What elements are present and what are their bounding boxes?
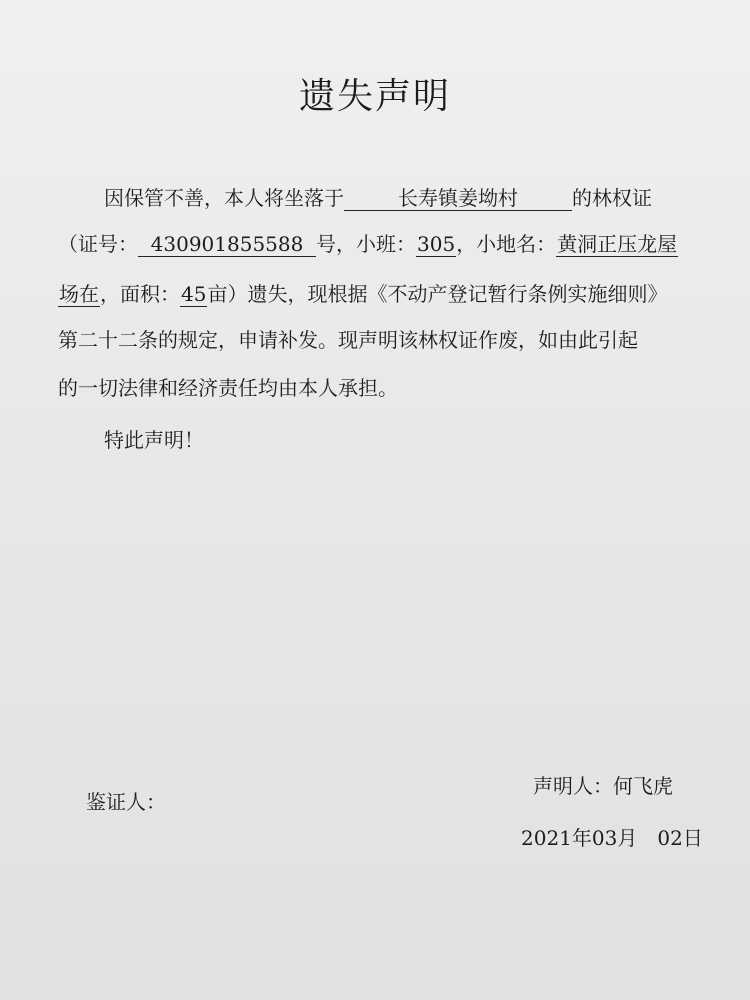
declarant-signature: 声明人：何飞虎 xyxy=(533,774,673,798)
place-name-field-part1: 黄洞正压龙屋 xyxy=(557,232,678,256)
certificate-number-field: 430901855588 xyxy=(138,232,316,257)
subcompartment-field: 305 xyxy=(417,232,456,256)
paragraph-line-2 xyxy=(58,230,678,258)
line3-mid1: ，面积： xyxy=(100,282,180,306)
witness-label: 鉴证人： xyxy=(86,790,166,814)
closing-statement: 特此声明！ xyxy=(104,428,204,452)
paragraph-line-5: 的一切法律和经济责任均由本人承担。 xyxy=(58,376,398,400)
line1-prefix: 因保管不善，本人将坐落于 xyxy=(104,186,344,210)
paragraph-line-1 xyxy=(104,184,652,212)
area-field: 45 xyxy=(181,282,207,306)
date-month-unit: 月 xyxy=(617,826,638,850)
paragraph-line-4: 第二十二条的规定，申请补发。现声明该林权证作废，如由此引起 xyxy=(58,328,638,352)
document-title: 遗失声明 xyxy=(298,76,451,117)
date-day-unit: 日 xyxy=(682,826,703,850)
line2-mid2: ，小地名： xyxy=(456,232,557,256)
line1-suffix: 的林权证 xyxy=(572,186,652,210)
place-name-field-part2: 场在 xyxy=(59,282,99,306)
date-year: 2021 xyxy=(521,826,572,850)
declaration-date xyxy=(521,822,703,851)
date-month: 03 xyxy=(591,826,618,850)
location-field: 长寿镇姜坳村 xyxy=(344,186,572,211)
line2-mid1: 号，小班： xyxy=(316,232,416,256)
paragraph-line-3 xyxy=(58,280,667,308)
date-day: 02 xyxy=(657,826,683,850)
line2-prefix: （证号： xyxy=(58,232,138,256)
date-year-unit: 年 xyxy=(571,826,592,850)
line3-suffix: 亩）遗失，现根据《不动产登记暂行条例实施细则》 xyxy=(207,282,668,306)
